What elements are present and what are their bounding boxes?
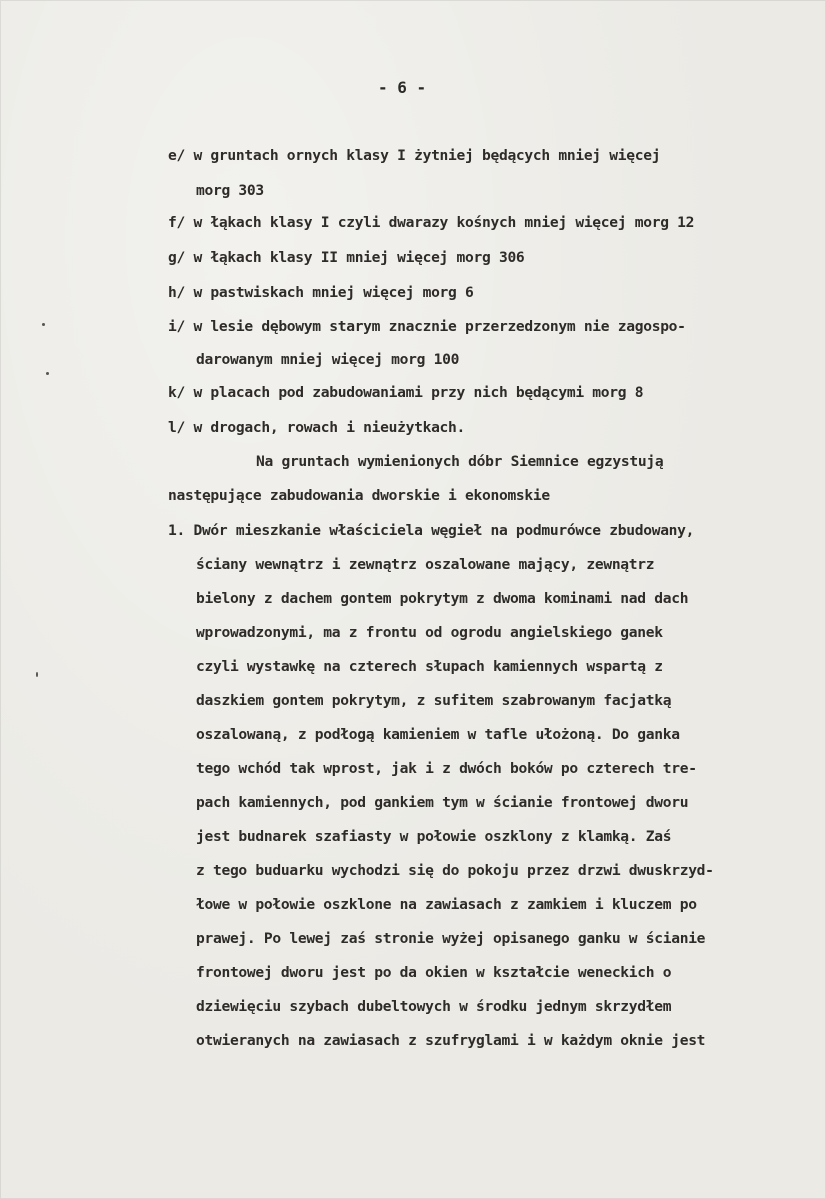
text-line: dziewięciu szybach dubeltowych w środku jednym skrzydłem — [196, 998, 672, 1015]
text-line: czyli wystawkę na czterech słupach kamiennych wspartą z — [196, 658, 663, 675]
text-line: f/ w łąkach klasy I czyli dwarazy kośnych mniej więcej morg 12 — [168, 214, 695, 231]
text-line: Na gruntach wymienionych dóbr Siemnice egzystują — [256, 453, 664, 470]
text-line: g/ w łąkach klasy II mniej więcej morg 306 — [168, 249, 525, 266]
text-line: otwieranych na zawiasach z szufryglami i w każdym oknie jest — [196, 1032, 706, 1049]
text-line: daszkiem gontem pokrytym, z sufitem szabrowanym facjatką — [196, 692, 672, 709]
text-line: darowanym mniej więcej morg 100 — [196, 351, 460, 368]
text-line: wprowadzonymi, ma z frontu od ogrodu angielskiego ganek — [196, 624, 663, 641]
text-line: e/ w gruntach ornych klasy I żytniej będących mniej więcej — [168, 147, 661, 164]
text-line: łowe w połowie oszklone na zawiasach z zamkiem i kluczem po — [196, 896, 697, 913]
text-line: h/ w pastwiskach mniej więcej morg 6 — [168, 284, 474, 301]
margin-dot — [36, 672, 38, 677]
text-line: bielony z dachem gontem pokrytym z dwoma kominami nad dach — [196, 590, 689, 607]
text-line: morg 303 — [196, 182, 264, 199]
text-line: i/ w lesie dębowym starym znacznie przerzedzonym nie zagospo- — [168, 318, 686, 335]
text-line: prawej. Po lewej zaś stronie wyżej opisanego ganku w ścianie — [196, 930, 706, 947]
page-number: - 6 - — [378, 78, 427, 97]
text-line: z tego buduarku wychodzi się do pokoju przez drzwi dwuskrzyd- — [196, 862, 714, 879]
text-line: l/ w drogach, rowach i nieużytkach. — [168, 419, 466, 436]
text-line: 1. Dwór mieszkanie właściciela węgieł na podmurówce zbudowany, — [168, 522, 695, 539]
text-line: frontowej dworu jest po da okien w kształcie weneckich o — [196, 964, 672, 981]
text-line: jest budnarek szafiasty w połowie oszklony z klamką. Zaś — [196, 828, 672, 845]
text-line: k/ w placach pod zabudowaniami przy nich będącymi morg 8 — [168, 384, 644, 401]
text-line: następujące zabudowania dworskie i ekonomskie — [168, 487, 550, 504]
text-line: ściany wewnątrz i zewnątrz oszalowane mający, zewnątrz — [196, 556, 655, 573]
margin-dot — [42, 323, 45, 326]
text-line: pach kamiennych, pod gankiem tym w ścianie frontowej dworu — [196, 794, 689, 811]
text-line: oszalowaną, z podłogą kamieniem w tafle ułożoną. Do ganka — [196, 726, 680, 743]
margin-dot — [46, 372, 49, 375]
text-line: tego wchód tak wprost, jak i z dwóch boków po czterech tre- — [196, 760, 697, 777]
